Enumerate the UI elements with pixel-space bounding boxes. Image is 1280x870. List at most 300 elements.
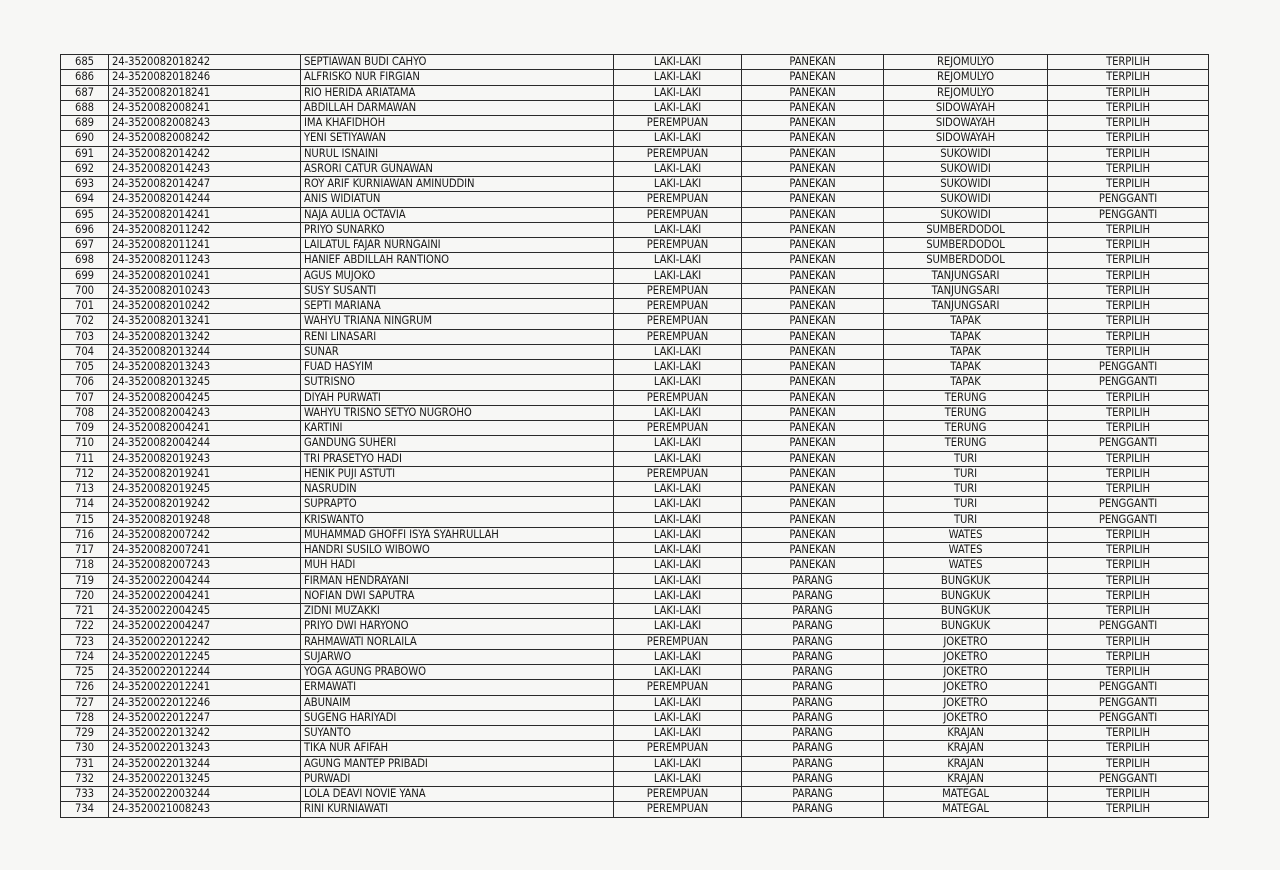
desa-cell: TURI [884, 482, 1048, 497]
table-row [61, 360, 1209, 375]
registration-id: 24-3520022004247 [109, 619, 301, 634]
registration-id: 24-3520082014242 [109, 146, 301, 161]
person-name: KRISWANTO [301, 512, 614, 527]
row-number: 710 [61, 436, 109, 451]
desa-cell: TERUNG [884, 421, 1048, 436]
table-row [61, 741, 1209, 756]
gender-cell: LAKI-LAKI [614, 436, 742, 451]
person-name: SUSY SUSANTI [301, 283, 614, 298]
gender-cell: PEREMPUAN [614, 299, 742, 314]
kecamatan-cell: PANEKAN [742, 177, 884, 192]
desa-cell: SIDOWAYAH [884, 116, 1048, 131]
table-row [61, 665, 1209, 680]
kecamatan-cell: PANEKAN [742, 512, 884, 527]
registration-id: 24-3520022012246 [109, 695, 301, 710]
desa-cell: SUKOWIDI [884, 192, 1048, 207]
desa-cell: SUKOWIDI [884, 161, 1048, 176]
row-number: 688 [61, 100, 109, 115]
gender-cell: LAKI-LAKI [614, 497, 742, 512]
table-row [61, 314, 1209, 329]
status-cell: TERPILIH [1048, 146, 1209, 161]
kecamatan-cell: PANEKAN [742, 360, 884, 375]
gender-cell: PEREMPUAN [614, 192, 742, 207]
desa-cell: TURI [884, 497, 1048, 512]
desa-cell: TERUNG [884, 405, 1048, 420]
desa-cell: TANJUNGSARI [884, 268, 1048, 283]
status-cell: TERPILIH [1048, 802, 1209, 817]
kecamatan-cell: PARANG [742, 573, 884, 588]
row-number: 696 [61, 222, 109, 237]
status-cell: TERPILIH [1048, 100, 1209, 115]
person-name: ABDILLAH DARMAWAN [301, 100, 614, 115]
row-number: 706 [61, 375, 109, 390]
person-name: MUHAMMAD GHOFFI ISYA SYAHRULLAH [301, 527, 614, 542]
gender-cell: LAKI-LAKI [614, 451, 742, 466]
status-cell: PENGGANTI [1048, 375, 1209, 390]
registration-id: 24-3520022012242 [109, 634, 301, 649]
row-number: 713 [61, 482, 109, 497]
status-cell: TERPILIH [1048, 344, 1209, 359]
desa-cell: WATES [884, 543, 1048, 558]
gender-cell: LAKI-LAKI [614, 55, 742, 70]
registration-id: 24-3520082004243 [109, 405, 301, 420]
desa-cell: WATES [884, 558, 1048, 573]
registration-id: 24-3520082010241 [109, 268, 301, 283]
row-number: 730 [61, 741, 109, 756]
table-row [61, 512, 1209, 527]
table-row [61, 558, 1209, 573]
kecamatan-cell: PANEKAN [742, 268, 884, 283]
table-row [61, 85, 1209, 100]
row-number: 718 [61, 558, 109, 573]
registration-id: 24-3520022012245 [109, 649, 301, 664]
person-name: MUH HADI [301, 558, 614, 573]
gender-cell: PEREMPUAN [614, 329, 742, 344]
kecamatan-cell: PANEKAN [742, 238, 884, 253]
registration-id: 24-3520021008243 [109, 802, 301, 817]
desa-cell: KRAJAN [884, 726, 1048, 741]
table-row [61, 573, 1209, 588]
registration-id: 24-3520082019242 [109, 497, 301, 512]
kecamatan-cell: PARANG [742, 588, 884, 603]
row-number: 689 [61, 116, 109, 131]
person-name: AGUNG MANTEP PRIBADI [301, 756, 614, 771]
table-row [61, 726, 1209, 741]
table-row [61, 680, 1209, 695]
desa-cell: KRAJAN [884, 756, 1048, 771]
kecamatan-cell: PANEKAN [742, 192, 884, 207]
kecamatan-cell: PARANG [742, 802, 884, 817]
scanned-document-sheet [60, 54, 1208, 818]
row-number: 722 [61, 619, 109, 634]
gender-cell: LAKI-LAKI [614, 726, 742, 741]
kecamatan-cell: PANEKAN [742, 421, 884, 436]
row-number: 719 [61, 573, 109, 588]
desa-cell: TURI [884, 512, 1048, 527]
gender-cell: LAKI-LAKI [614, 405, 742, 420]
registration-id: 24-3520022013245 [109, 771, 301, 786]
gender-cell: PEREMPUAN [614, 802, 742, 817]
kecamatan-cell: PANEKAN [742, 299, 884, 314]
table-row [61, 451, 1209, 466]
registration-id: 24-3520082013244 [109, 344, 301, 359]
kecamatan-cell: PANEKAN [742, 497, 884, 512]
status-cell: TERPILIH [1048, 55, 1209, 70]
person-name: NURUL ISNAINI [301, 146, 614, 161]
person-name: RIO HERIDA ARIATAMA [301, 85, 614, 100]
table-row [61, 497, 1209, 512]
registration-id: 24-3520082018246 [109, 70, 301, 85]
person-name: RENI LINASARI [301, 329, 614, 344]
row-number: 725 [61, 665, 109, 680]
registration-id: 24-3520022013244 [109, 756, 301, 771]
person-name: RINI KURNIAWATI [301, 802, 614, 817]
person-name: NOFIAN DWI SAPUTRA [301, 588, 614, 603]
kecamatan-cell: PARANG [742, 787, 884, 802]
person-name: HANDRI SUSILO WIBOWO [301, 543, 614, 558]
table-row [61, 344, 1209, 359]
row-number: 726 [61, 680, 109, 695]
person-name: YOGA AGUNG PRABOWO [301, 665, 614, 680]
table-row [61, 299, 1209, 314]
status-cell: TERPILIH [1048, 116, 1209, 131]
row-number: 711 [61, 451, 109, 466]
table-row [61, 771, 1209, 786]
participant-table [60, 54, 1209, 818]
registration-id: 24-3520082008242 [109, 131, 301, 146]
person-name: RAHMAWATI NORLAILA [301, 634, 614, 649]
kecamatan-cell: PARANG [742, 771, 884, 786]
kecamatan-cell: PARANG [742, 756, 884, 771]
registration-id: 24-3520082019248 [109, 512, 301, 527]
kecamatan-cell: PARANG [742, 695, 884, 710]
gender-cell: LAKI-LAKI [614, 527, 742, 542]
desa-cell: SUMBERDODOL [884, 253, 1048, 268]
person-name: NASRUDIN [301, 482, 614, 497]
row-number: 701 [61, 299, 109, 314]
kecamatan-cell: PANEKAN [742, 451, 884, 466]
row-number: 694 [61, 192, 109, 207]
status-cell: TERPILIH [1048, 85, 1209, 100]
gender-cell: PEREMPUAN [614, 314, 742, 329]
row-number: 717 [61, 543, 109, 558]
kecamatan-cell: PANEKAN [742, 558, 884, 573]
row-number: 729 [61, 726, 109, 741]
row-number: 721 [61, 604, 109, 619]
status-cell: TERPILIH [1048, 70, 1209, 85]
status-cell: PENGGANTI [1048, 619, 1209, 634]
gender-cell: PEREMPUAN [614, 283, 742, 298]
gender-cell: PEREMPUAN [614, 741, 742, 756]
row-number: 709 [61, 421, 109, 436]
row-number: 687 [61, 85, 109, 100]
row-number: 705 [61, 360, 109, 375]
row-number: 734 [61, 802, 109, 817]
gender-cell: LAKI-LAKI [614, 512, 742, 527]
status-cell: TERPILIH [1048, 222, 1209, 237]
status-cell: PENGGANTI [1048, 771, 1209, 786]
row-number: 686 [61, 70, 109, 85]
kecamatan-cell: PANEKAN [742, 70, 884, 85]
desa-cell: BUNGKUK [884, 573, 1048, 588]
desa-cell: TERUNG [884, 436, 1048, 451]
table-row [61, 436, 1209, 451]
status-cell: TERPILIH [1048, 405, 1209, 420]
person-name: ASRORI CATUR GUNAWAN [301, 161, 614, 176]
kecamatan-cell: PANEKAN [742, 253, 884, 268]
desa-cell: SIDOWAYAH [884, 100, 1048, 115]
person-name: ERMAWATI [301, 680, 614, 695]
row-number: 702 [61, 314, 109, 329]
gender-cell: LAKI-LAKI [614, 222, 742, 237]
gender-cell: LAKI-LAKI [614, 756, 742, 771]
status-cell: TERPILIH [1048, 558, 1209, 573]
gender-cell: LAKI-LAKI [614, 131, 742, 146]
status-cell: TERPILIH [1048, 451, 1209, 466]
kecamatan-cell: PANEKAN [742, 543, 884, 558]
desa-cell: TANJUNGSARI [884, 283, 1048, 298]
gender-cell: LAKI-LAKI [614, 253, 742, 268]
registration-id: 24-3520022012241 [109, 680, 301, 695]
table-row [61, 787, 1209, 802]
person-name: SUYANTO [301, 726, 614, 741]
row-number: 715 [61, 512, 109, 527]
desa-cell: SUKOWIDI [884, 146, 1048, 161]
kecamatan-cell: PANEKAN [742, 390, 884, 405]
registration-id: 24-3520022012244 [109, 665, 301, 680]
status-cell: TERPILIH [1048, 283, 1209, 298]
registration-id: 24-3520022004244 [109, 573, 301, 588]
table-row [61, 238, 1209, 253]
kecamatan-cell: PANEKAN [742, 375, 884, 390]
table-row [61, 116, 1209, 131]
person-name: TRI PRASETYO HADI [301, 451, 614, 466]
person-name: SUPRAPTO [301, 497, 614, 512]
row-number: 692 [61, 161, 109, 176]
table-row [61, 55, 1209, 70]
gender-cell: PEREMPUAN [614, 390, 742, 405]
status-cell: PENGGANTI [1048, 207, 1209, 222]
status-cell: TERPILIH [1048, 177, 1209, 192]
desa-cell: KRAJAN [884, 771, 1048, 786]
person-name: PRIYO DWI HARYONO [301, 619, 614, 634]
table-row [61, 131, 1209, 146]
gender-cell: PEREMPUAN [614, 634, 742, 649]
status-cell: TERPILIH [1048, 604, 1209, 619]
status-cell: PENGGANTI [1048, 360, 1209, 375]
desa-cell: SUMBERDODOL [884, 222, 1048, 237]
table-row [61, 253, 1209, 268]
table-row [61, 466, 1209, 481]
table-row [61, 588, 1209, 603]
status-cell: PENGGANTI [1048, 436, 1209, 451]
kecamatan-cell: PANEKAN [742, 85, 884, 100]
gender-cell: LAKI-LAKI [614, 771, 742, 786]
person-name: IMA KHAFIDHOH [301, 116, 614, 131]
registration-id: 24-3520082013245 [109, 375, 301, 390]
registration-id: 24-3520022004241 [109, 588, 301, 603]
desa-cell: BUNGKUK [884, 604, 1048, 619]
registration-id: 24-3520082007243 [109, 558, 301, 573]
table-row [61, 375, 1209, 390]
status-cell: TERPILIH [1048, 726, 1209, 741]
gender-cell: PEREMPUAN [614, 421, 742, 436]
kecamatan-cell: PANEKAN [742, 344, 884, 359]
kecamatan-cell: PANEKAN [742, 314, 884, 329]
desa-cell: KRAJAN [884, 741, 1048, 756]
table-row [61, 482, 1209, 497]
registration-id: 24-3520022003244 [109, 787, 301, 802]
registration-id: 24-3520082013242 [109, 329, 301, 344]
registration-id: 24-3520022012247 [109, 710, 301, 725]
desa-cell: REJOMULYO [884, 70, 1048, 85]
gender-cell: LAKI-LAKI [614, 268, 742, 283]
row-number: 714 [61, 497, 109, 512]
gender-cell: LAKI-LAKI [614, 344, 742, 359]
registration-id: 24-3520082008243 [109, 116, 301, 131]
kecamatan-cell: PANEKAN [742, 405, 884, 420]
status-cell: PENGGANTI [1048, 497, 1209, 512]
desa-cell: SUKOWIDI [884, 207, 1048, 222]
status-cell: PENGGANTI [1048, 192, 1209, 207]
table-row [61, 146, 1209, 161]
kecamatan-cell: PARANG [742, 649, 884, 664]
gender-cell: LAKI-LAKI [614, 375, 742, 390]
row-number: 727 [61, 695, 109, 710]
kecamatan-cell: PANEKAN [742, 466, 884, 481]
registration-id: 24-3520082010243 [109, 283, 301, 298]
status-cell: PENGGANTI [1048, 680, 1209, 695]
table-row [61, 604, 1209, 619]
status-cell: TERPILIH [1048, 787, 1209, 802]
registration-id: 24-3520082019241 [109, 466, 301, 481]
desa-cell: JOKETRO [884, 710, 1048, 725]
kecamatan-cell: PANEKAN [742, 55, 884, 70]
kecamatan-cell: PARANG [742, 710, 884, 725]
desa-cell: MATEGAL [884, 787, 1048, 802]
gender-cell: PEREMPUAN [614, 116, 742, 131]
registration-id: 24-3520022004245 [109, 604, 301, 619]
person-name: SUNAR [301, 344, 614, 359]
gender-cell: LAKI-LAKI [614, 543, 742, 558]
status-cell: TERPILIH [1048, 268, 1209, 283]
table-row [61, 756, 1209, 771]
person-name: YENI SETIYAWAN [301, 131, 614, 146]
table-row [61, 207, 1209, 222]
row-number: 695 [61, 207, 109, 222]
desa-cell: REJOMULYO [884, 55, 1048, 70]
desa-cell: JOKETRO [884, 680, 1048, 695]
kecamatan-cell: PANEKAN [742, 527, 884, 542]
person-name: TIKA NUR AFIFAH [301, 741, 614, 756]
registration-id: 24-3520082004244 [109, 436, 301, 451]
person-name: AGUS MUJOKO [301, 268, 614, 283]
person-name: ALFRISKO NUR FIRGIAN [301, 70, 614, 85]
status-cell: TERPILIH [1048, 314, 1209, 329]
person-name: LAILATUL FAJAR NURNGAINI [301, 238, 614, 253]
status-cell: TERPILIH [1048, 299, 1209, 314]
row-number: 728 [61, 710, 109, 725]
gender-cell: LAKI-LAKI [614, 619, 742, 634]
gender-cell: PEREMPUAN [614, 146, 742, 161]
gender-cell: PEREMPUAN [614, 238, 742, 253]
kecamatan-cell: PARANG [742, 604, 884, 619]
table-row [61, 177, 1209, 192]
status-cell: TERPILIH [1048, 649, 1209, 664]
registration-id: 24-3520082019245 [109, 482, 301, 497]
person-name: HENIK PUJI ASTUTI [301, 466, 614, 481]
person-name: FUAD HASYIM [301, 360, 614, 375]
registration-id: 24-3520022013243 [109, 741, 301, 756]
gender-cell: LAKI-LAKI [614, 85, 742, 100]
gender-cell: LAKI-LAKI [614, 573, 742, 588]
status-cell: TERPILIH [1048, 253, 1209, 268]
gender-cell: LAKI-LAKI [614, 70, 742, 85]
table-row [61, 421, 1209, 436]
row-number: 707 [61, 390, 109, 405]
desa-cell: TAPAK [884, 375, 1048, 390]
gender-cell: PEREMPUAN [614, 466, 742, 481]
desa-cell: JOKETRO [884, 649, 1048, 664]
gender-cell: PEREMPUAN [614, 207, 742, 222]
person-name: NAJA AULIA OCTAVIA [301, 207, 614, 222]
table-row [61, 405, 1209, 420]
desa-cell: TAPAK [884, 344, 1048, 359]
row-number: 712 [61, 466, 109, 481]
desa-cell: TANJUNGSARI [884, 299, 1048, 314]
table-row [61, 100, 1209, 115]
person-name: ROY ARIF KURNIAWAN AMINUDDIN [301, 177, 614, 192]
desa-cell: TURI [884, 466, 1048, 481]
row-number: 708 [61, 405, 109, 420]
registration-id: 24-3520082004245 [109, 390, 301, 405]
person-name: SEPTIAWAN BUDI CAHYO [301, 55, 614, 70]
person-name: SUTRISNO [301, 375, 614, 390]
gender-cell: LAKI-LAKI [614, 604, 742, 619]
status-cell: TERPILIH [1048, 634, 1209, 649]
desa-cell: JOKETRO [884, 695, 1048, 710]
registration-id: 24-3520082018241 [109, 85, 301, 100]
row-number: 690 [61, 131, 109, 146]
gender-cell: LAKI-LAKI [614, 649, 742, 664]
desa-cell: JOKETRO [884, 665, 1048, 680]
kecamatan-cell: PANEKAN [742, 482, 884, 497]
registration-id: 24-3520082014241 [109, 207, 301, 222]
kecamatan-cell: PANEKAN [742, 207, 884, 222]
kecamatan-cell: PARANG [742, 680, 884, 695]
kecamatan-cell: PARANG [742, 665, 884, 680]
row-number: 700 [61, 283, 109, 298]
registration-id: 24-3520082004241 [109, 421, 301, 436]
status-cell: TERPILIH [1048, 573, 1209, 588]
row-number: 693 [61, 177, 109, 192]
desa-cell: REJOMULYO [884, 85, 1048, 100]
row-number: 731 [61, 756, 109, 771]
person-name: FIRMAN HENDRAYANI [301, 573, 614, 588]
gender-cell: LAKI-LAKI [614, 482, 742, 497]
table-row [61, 283, 1209, 298]
gender-cell: LAKI-LAKI [614, 558, 742, 573]
kecamatan-cell: PANEKAN [742, 222, 884, 237]
kecamatan-cell: PARANG [742, 741, 884, 756]
row-number: 720 [61, 588, 109, 603]
registration-id: 24-3520082013243 [109, 360, 301, 375]
row-number: 697 [61, 238, 109, 253]
table-row [61, 192, 1209, 207]
status-cell: TERPILIH [1048, 161, 1209, 176]
gender-cell: LAKI-LAKI [614, 161, 742, 176]
table-row [61, 70, 1209, 85]
